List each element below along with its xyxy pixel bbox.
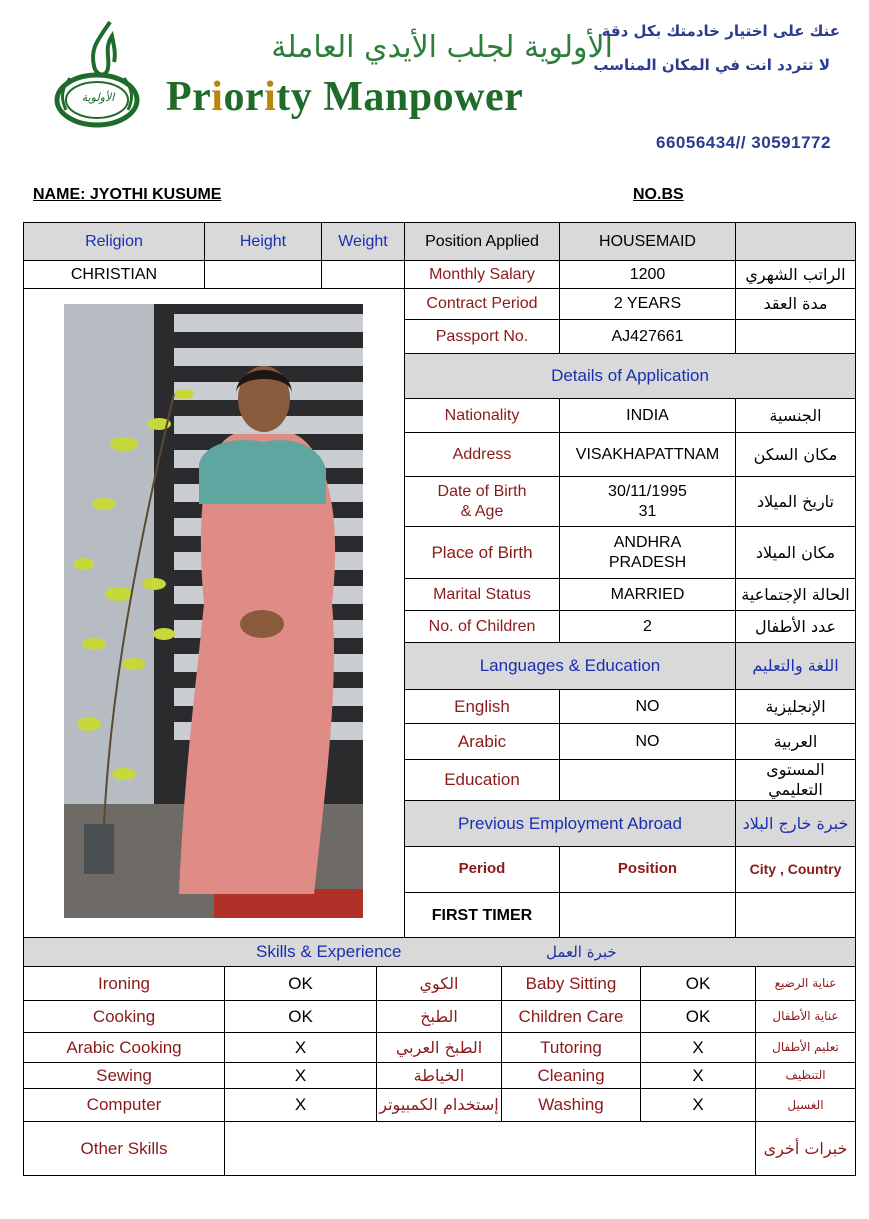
skill-left-label: Arabic Cooking [24, 1033, 225, 1063]
skill-row [24, 1063, 856, 1089]
previous-city-value [736, 893, 856, 939]
height-header: Height [205, 223, 322, 261]
skill-left-label-ar: الطبخ [377, 1001, 502, 1033]
skill-right-label: Children Care [502, 1001, 641, 1033]
skill-left-label-ar: الطبخ العربي [377, 1033, 502, 1063]
skill-right-label: Tutoring [502, 1033, 641, 1063]
other-skills-label: Other Skills [24, 1122, 225, 1176]
skill-left-value: OK [225, 967, 377, 1001]
nationality-value: INDIA [560, 399, 736, 433]
skill-left-label: Ironing [24, 967, 225, 1001]
skill-right-label-ar: عناية الرضيع [756, 967, 856, 1001]
pob-value: ANDHRA PRADESH [560, 527, 736, 579]
children-label-ar: عدد الأطفال [736, 611, 856, 643]
other-skills-label-ar: خبرات أخرى [756, 1122, 856, 1176]
skill-left-label-ar: إستخدام الكمبيوتر [377, 1089, 502, 1122]
skill-right-label-ar: الغسيل [756, 1089, 856, 1122]
salary-value: 1200 [560, 261, 736, 289]
address-label-ar: مكان السكن [736, 433, 856, 477]
address-value: VISAKHAPATTNAM [560, 433, 736, 477]
children-label: No. of Children [405, 611, 560, 643]
height-value [205, 261, 322, 289]
skill-row [24, 1033, 856, 1063]
position-col-header: Position [560, 847, 736, 893]
candidate-name: NAME: JYOTHI KUSUME [33, 186, 222, 203]
logo-emblem [50, 18, 145, 128]
skill-right-value: X [641, 1089, 756, 1122]
education-value [560, 760, 736, 801]
skill-left-value: X [225, 1033, 377, 1063]
dob-label: Date of Birth & Age [405, 477, 560, 527]
skill-left-label: Sewing [24, 1063, 225, 1089]
skill-right-value: OK [641, 1001, 756, 1033]
marital-label-ar: الحالة الإجتماعية [736, 579, 856, 611]
salary-label-ar: الراتب الشهري [736, 261, 856, 289]
logo-mark-text: الأولوية [81, 91, 115, 104]
weight-header: Weight [322, 223, 405, 261]
skill-right-value: X [641, 1063, 756, 1089]
period-header: Period [405, 847, 560, 893]
passport-extra [736, 320, 856, 354]
skill-left-label-ar: الخياطة [377, 1063, 502, 1089]
position-value: HOUSEMAID [560, 223, 736, 261]
other-skills-value [225, 1122, 756, 1176]
marital-label: Marital Status [405, 579, 560, 611]
skill-right-label: Washing [502, 1089, 641, 1122]
skill-left-label: Computer [24, 1089, 225, 1122]
dob-value: 30/11/1995 31 [560, 477, 736, 527]
skills-section-title: Skills & Experience خبرة العمل [24, 938, 856, 967]
skills-table [23, 937, 856, 1176]
contract-value: 2 YEARS [560, 289, 736, 320]
previous-position-value [560, 893, 736, 939]
skill-left-label: Cooking [24, 1001, 225, 1033]
marital-value: MARRIED [560, 579, 736, 611]
previous-section-title: Previous Employment Abroad [405, 801, 736, 847]
passport-label: Passport No. [405, 320, 560, 354]
arabic-value: NO [560, 724, 736, 760]
pob-label-ar: مكان الميلاد [736, 527, 856, 579]
previous-period-value: FIRST TIMER [405, 893, 560, 939]
religion-header: Religion [24, 223, 205, 261]
phone-numbers: 66056434// 30591772 [656, 133, 831, 152]
dob-label-ar: تاريخ الميلاد [736, 477, 856, 527]
skill-row [24, 967, 856, 1001]
logo-english: Priority Manpower [166, 74, 524, 120]
previous-section-title-ar: خبرة خارج البلاد [736, 801, 856, 847]
children-value: 2 [560, 611, 736, 643]
nationality-label-ar: الجنسية [736, 399, 856, 433]
contract-label-ar: مدة العقد [736, 289, 856, 320]
education-label-ar: المستوى التعليمي [736, 760, 856, 801]
skill-right-label-ar: تعليم الأطفال [756, 1033, 856, 1063]
nationality-label: Nationality [405, 399, 560, 433]
religion-value: CHRISTIAN [24, 261, 205, 289]
passport-value: AJ427661 [560, 320, 736, 354]
languages-section-title-ar: اللغة والتعليم [736, 643, 856, 690]
skill-row [24, 1001, 856, 1033]
address-label: Address [405, 433, 560, 477]
candidate-photo [64, 304, 363, 918]
details-section-title: Details of Application [405, 354, 856, 399]
skill-left-value: X [225, 1089, 377, 1122]
arabic-label: Arabic [405, 724, 560, 760]
contract-label: Contract Period [405, 289, 560, 320]
skill-right-value: OK [641, 967, 756, 1001]
salary-label: Monthly Salary [405, 261, 560, 289]
weight-value [322, 261, 405, 289]
slogan-line-1: عنك على اختيار خادمتك بكل دقة [601, 22, 840, 40]
skill-right-label: Cleaning [502, 1063, 641, 1089]
english-value: NO [560, 690, 736, 724]
skill-left-value: X [225, 1063, 377, 1089]
english-label-ar: الإنجليزية [736, 690, 856, 724]
skill-right-label-ar: التنظيف [756, 1063, 856, 1089]
pob-label: Place of Birth [405, 527, 560, 579]
skill-right-label-ar: عناية الأطفال [756, 1001, 856, 1033]
logo-arabic: الأولوية لجلب الأيدي العاملة [271, 30, 613, 65]
arabic-label-ar: العربية [736, 724, 856, 760]
english-label: English [405, 690, 560, 724]
skill-left-label-ar: الكوي [377, 967, 502, 1001]
skill-left-value: OK [225, 1001, 377, 1033]
skill-row [24, 1089, 856, 1122]
city-country-header: City , Country [736, 847, 856, 893]
reference-number: NO.BS [633, 186, 684, 203]
position-header: Position Applied [405, 223, 560, 261]
skill-right-label: Baby Sitting [502, 967, 641, 1001]
position-extra [736, 223, 856, 261]
slogan-line-2: لا تتردد انت في المكان المناسب [593, 56, 830, 74]
education-label: Education [405, 760, 560, 801]
languages-section-title: Languages & Education [405, 643, 736, 690]
skill-right-value: X [641, 1033, 756, 1063]
